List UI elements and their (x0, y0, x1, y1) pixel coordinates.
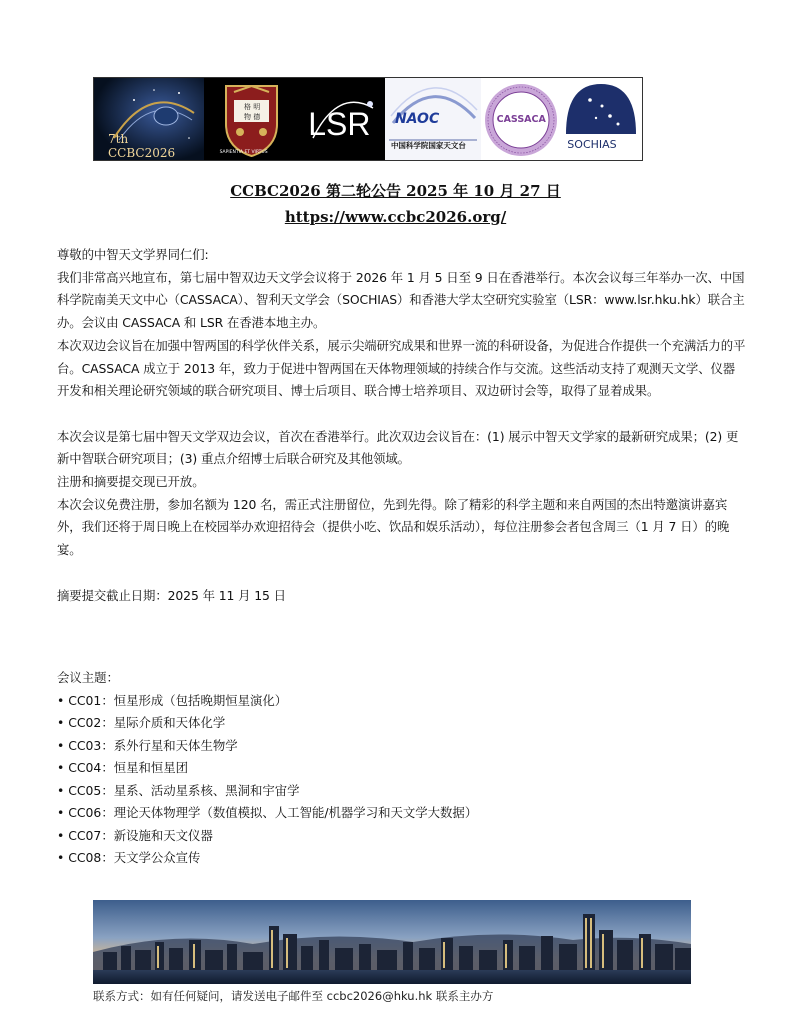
abstract-deadline: 摘要提交截止日期：2025 年 11 月 15 日 (57, 587, 286, 603)
lsr-logo-text: LSR (308, 106, 371, 142)
topic-item: • CC07：新设施和天文仪器 (57, 825, 657, 848)
naoc-logo (385, 78, 481, 160)
sochias-logo (560, 78, 642, 160)
ccbc-logo-text: 7th CCBC2026 (108, 132, 176, 160)
topics-list (57, 690, 657, 870)
registration-open: 注册和摘要提交现已开放。 (57, 474, 205, 490)
lsr-logo (298, 78, 385, 160)
paragraph-goals: 本次会议是第七届中智天文学双边会议，首次在香港举行。此次双边会议旨在：(1) 展示中智天文学家的最新研究成果；(2) 更新中智联合研究项目；(3) 重点介绍博士后联合研究及其他领域。 (57, 428, 739, 467)
topic-item: • CC05：星系、活动星系核、黑洞和宇宙学 (57, 780, 657, 803)
ccbc2026-logo (94, 78, 204, 160)
cassaca-logo-text: CASSACA (496, 114, 546, 125)
salutation: 尊敬的中智天文学界同仁们: (57, 247, 209, 262)
announcement-body (57, 244, 747, 607)
hku-crest-logo (204, 78, 299, 160)
topic-item: • CC08：天文学公众宣传 (57, 847, 657, 870)
paragraph-purpose: 本次双边会议旨在加强中智两国的科学伙伴关系，展示尖端研究成果和世界一流的科研设备，为促进合作提供一个充满活力的平台。CASSACA 成立于 2013 年，致力于促进中智两国在天体物理领域的持续合作与交流。这些活动支持了观测天文学、仪器开发和相关理论研究领域的联合研究项目、博士后项目、联合博士培养项目、双边研讨会等，取得了显着成果。 (57, 337, 746, 399)
announcement-title: CCBC2026 第二轮公告 2025 年 10 月 27 日 (230, 182, 561, 200)
naoc-cn-name: 中国科学院国家天文台 (390, 141, 466, 150)
naoc-logo-text: NAOC (394, 111, 440, 127)
conference-url-link[interactable]: https://www.ccbc2026.org/ (284, 208, 507, 226)
paragraph-intro: 我们非常高兴地宣布，第七届中智双边天文学会议将于 2026 年 1 月 5 日至 9 日在香港举行。本次会议每三年举办一次、中国科学院南美天文中心（CASSACA）、智利天文学会（SOCHIAS）和香港大学太空研究实验室（LSR：www.lsr.hku.hk）联合主办。会议由 CASSACA 和 LSR 在香港本地主办。 (57, 269, 745, 331)
topic-item: • CC02：星际介质和天体化学 (57, 712, 657, 735)
paragraph-registration: 本次会议免费注册，参加名额为 120 名，需正式注册留位，先到先得。除了精彩的科学主题和来自两国的杰出特邀演讲嘉宾外，我们还将于周日晚上在校园举办欢迎招待会（提供小吃、饮品和娱乐活动），每位注册参会者包含周三（1 月 7 日）的晚宴。 (57, 496, 730, 558)
topics-heading: 会议主题： (57, 670, 119, 685)
contact-info: 联系方式：如有任何疑问，请发送电子邮件至 ccbc2026@hku.hk 联系主办方 (93, 989, 494, 1003)
logo-banner (93, 77, 643, 161)
topic-item: • CC03：系外行星和天体生物学 (57, 735, 657, 758)
hku-motto: SAPIENTIA ET VIRTUS (219, 150, 268, 155)
conference-topics (57, 667, 657, 870)
sochias-logo-text: SOCHIAS (567, 138, 617, 151)
svg-text:物 德: 物 德 (243, 113, 260, 121)
svg-text:格 明: 格 明 (243, 103, 260, 111)
topic-item: • CC01：恒星形成（包括晚期恒星演化） (57, 690, 657, 713)
hong-kong-skyline-image (93, 900, 691, 984)
topic-item: • CC04：恒星和恒星团 (57, 757, 657, 780)
topic-item: • CC06：理论天体物理学（数值模拟、人工智能/机器学习和天文学大数据） (57, 802, 657, 825)
cassaca-logo (481, 78, 561, 160)
